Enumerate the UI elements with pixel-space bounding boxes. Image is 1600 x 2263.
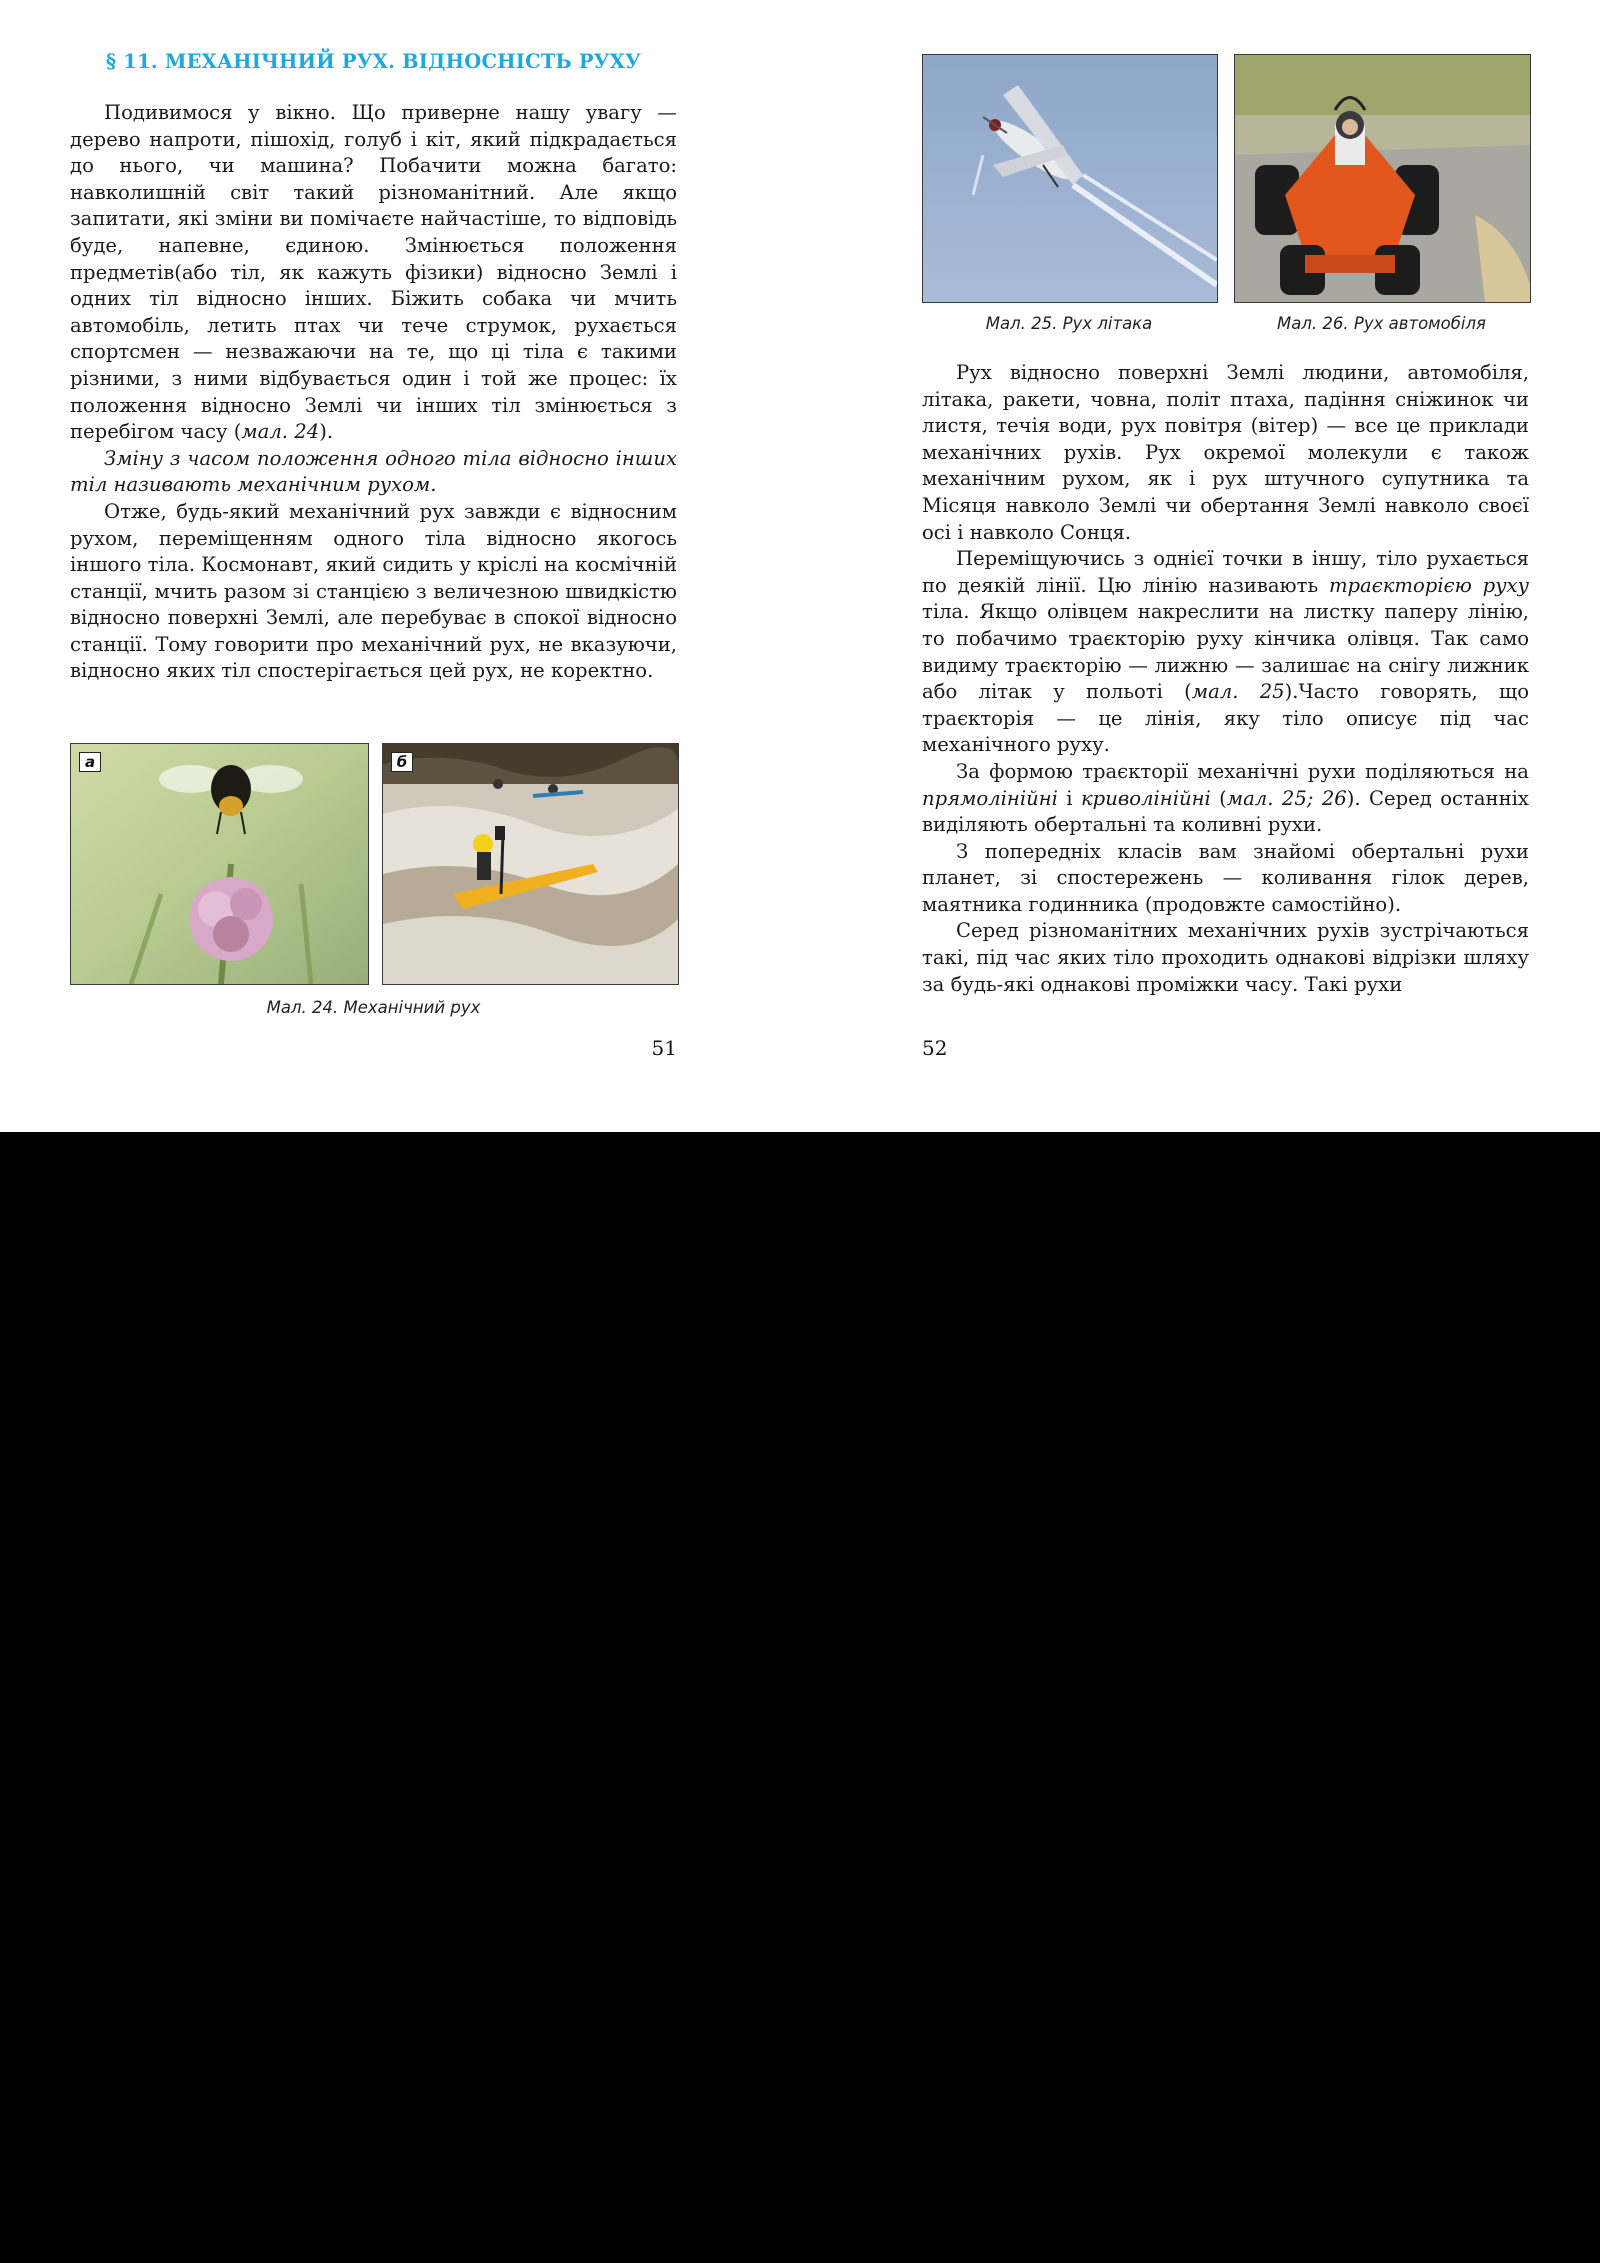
paragraph-text: Переміщуючись з однієї точки в іншу, тіло рухається по деякій лінії. Цю лінію називають (922, 547, 1529, 597)
paragraph (70, 100, 677, 446)
section-title: § 11. МЕХАНІЧНИЙ РУХ. ВІДНОСНІСТЬ РУХУ (105, 50, 642, 73)
figure-25-caption: Мал. 25. Рух літака (985, 314, 1153, 333)
photo-car (1234, 54, 1531, 303)
paragraph (922, 546, 1529, 759)
term-trajectory: траєкторією руху (1328, 573, 1529, 597)
paragraph-text: ). (319, 420, 334, 444)
paragraph-text: З попередніх класів вам знайомі обертальні рухи планет, зі спостережень — коливання гілок дерев, маятника годинника (продовжте самостійно). (922, 839, 1529, 916)
paragraph-text: Рух відносно поверхні Землі людини, автомобіля, літака, ракети, човна, політ птаха, падіння сніжинок чи листя, течія води, рух повітря (вітер) — все це приклади механічних рухів. Рух окремої молекули є також механічним рухом, як і рух штучного супутника та Місяця навколо Землі чи обертання Землі навколо своєї осі і навколо Сонця. (922, 361, 1529, 544)
left-body-text (70, 100, 677, 685)
figure-26-caption: Мал. 26. Рух автомобіля (1277, 314, 1486, 333)
page-number-left: 51 (651, 1036, 677, 1060)
paragraph (922, 918, 1529, 998)
bee-image (71, 744, 368, 984)
paragraph-text: ). Серед останніх виділяють обертальні та коливні рухи. (922, 786, 1529, 837)
photo-kayak (382, 743, 679, 985)
paragraph (922, 759, 1529, 839)
car-image (1235, 55, 1530, 302)
paragraph-text: ).Часто говорять, що траєкторія — це лінія, яку тіло описує під час механічного руху. (922, 680, 1530, 757)
term-curvilinear: криволінійні (1080, 786, 1211, 810)
definition-text: Зміну з часом положення одного тіла відносно інших тіл називають механічним рухом. (70, 446, 677, 497)
right-page (922, 0, 1529, 1132)
paragraph-text: За формою траєкторії механічні рухи поділяються на (956, 759, 1529, 783)
figure-reference: мал. 25; 26 (1226, 786, 1347, 810)
right-body-text (922, 360, 1529, 998)
plane-image (923, 55, 1217, 302)
figure-tag-b: б (391, 752, 413, 772)
page-number-right: 52 (922, 1036, 948, 1060)
paragraph (922, 360, 1529, 546)
paragraph-text: ( (1210, 786, 1227, 810)
paragraph-text: і (1057, 786, 1081, 810)
definition (70, 446, 677, 499)
figure-reference: мал. 25 (1191, 680, 1285, 704)
figure-24-caption: Мал. 24. Механічний рух (266, 998, 481, 1017)
paragraph (922, 839, 1529, 919)
photo-plane (922, 54, 1218, 303)
figure-tag-a: а (79, 752, 101, 772)
paragraph-text: тіла. Якщо олівцем накреслити на листку паперу лінію, то побачимо траєкторію руху кінчика олівця. Так само видиму траєкторію — лижню — залишає на снігу лижник або літак у польоті ( (922, 600, 1529, 704)
paragraph-text: Подивимося у вікно. Що приверне нашу увагу — дерево напроти, пішохід, голуб і кіт, який підкрадається до нього, чи машина? Побачити можна багато: навколишній світ такий різноманітний. Але якщо запитати, які зміни ви помічаєте найчастіше, то відповідь буде, напевне, єдиною. Змінюється положення предметів(або тіл, як кажуть фізики) відносно Землі і одних тіл відносно інших. Біжить собака чи мчить автомобіль, летить птах чи тече струмок, рухається спортсмен — незважаючи на те, що ці тіла є такими різними, з ними відбувається один і той же процес: їх положення відносно Землі чи інших тіл змінюється з перебігом часу ( (70, 101, 677, 444)
kayak-image (383, 744, 678, 984)
paragraph (70, 499, 677, 685)
paragraph-text: Отже, будь-який механічний рух завжди є відносним рухом, переміщенням одного тіла відносно якогось іншого тіла. Космонавт, який сидить у кріслі на космічній станції, мчить разом зі станцією з величезною швидкістю відносно поверхні Землі, але перебуває в спокої відносно станції. Тому говорити про механічний рух, не вказуючи, відносно яких тіл спостерігається цей рух, не коректно. (70, 499, 677, 683)
photo-bee (70, 743, 369, 985)
figure-reference: мал. 24 (241, 420, 320, 444)
left-page (70, 0, 677, 1132)
term-rectilinear: прямолінійні (922, 786, 1058, 810)
paragraph-text: Серед різноманітних механічних рухів зустрічаються такі, під час яких тіло проходить однакові відрізки шляху за будь-які однакові проміжки часу. Такі рухи (922, 919, 1529, 996)
